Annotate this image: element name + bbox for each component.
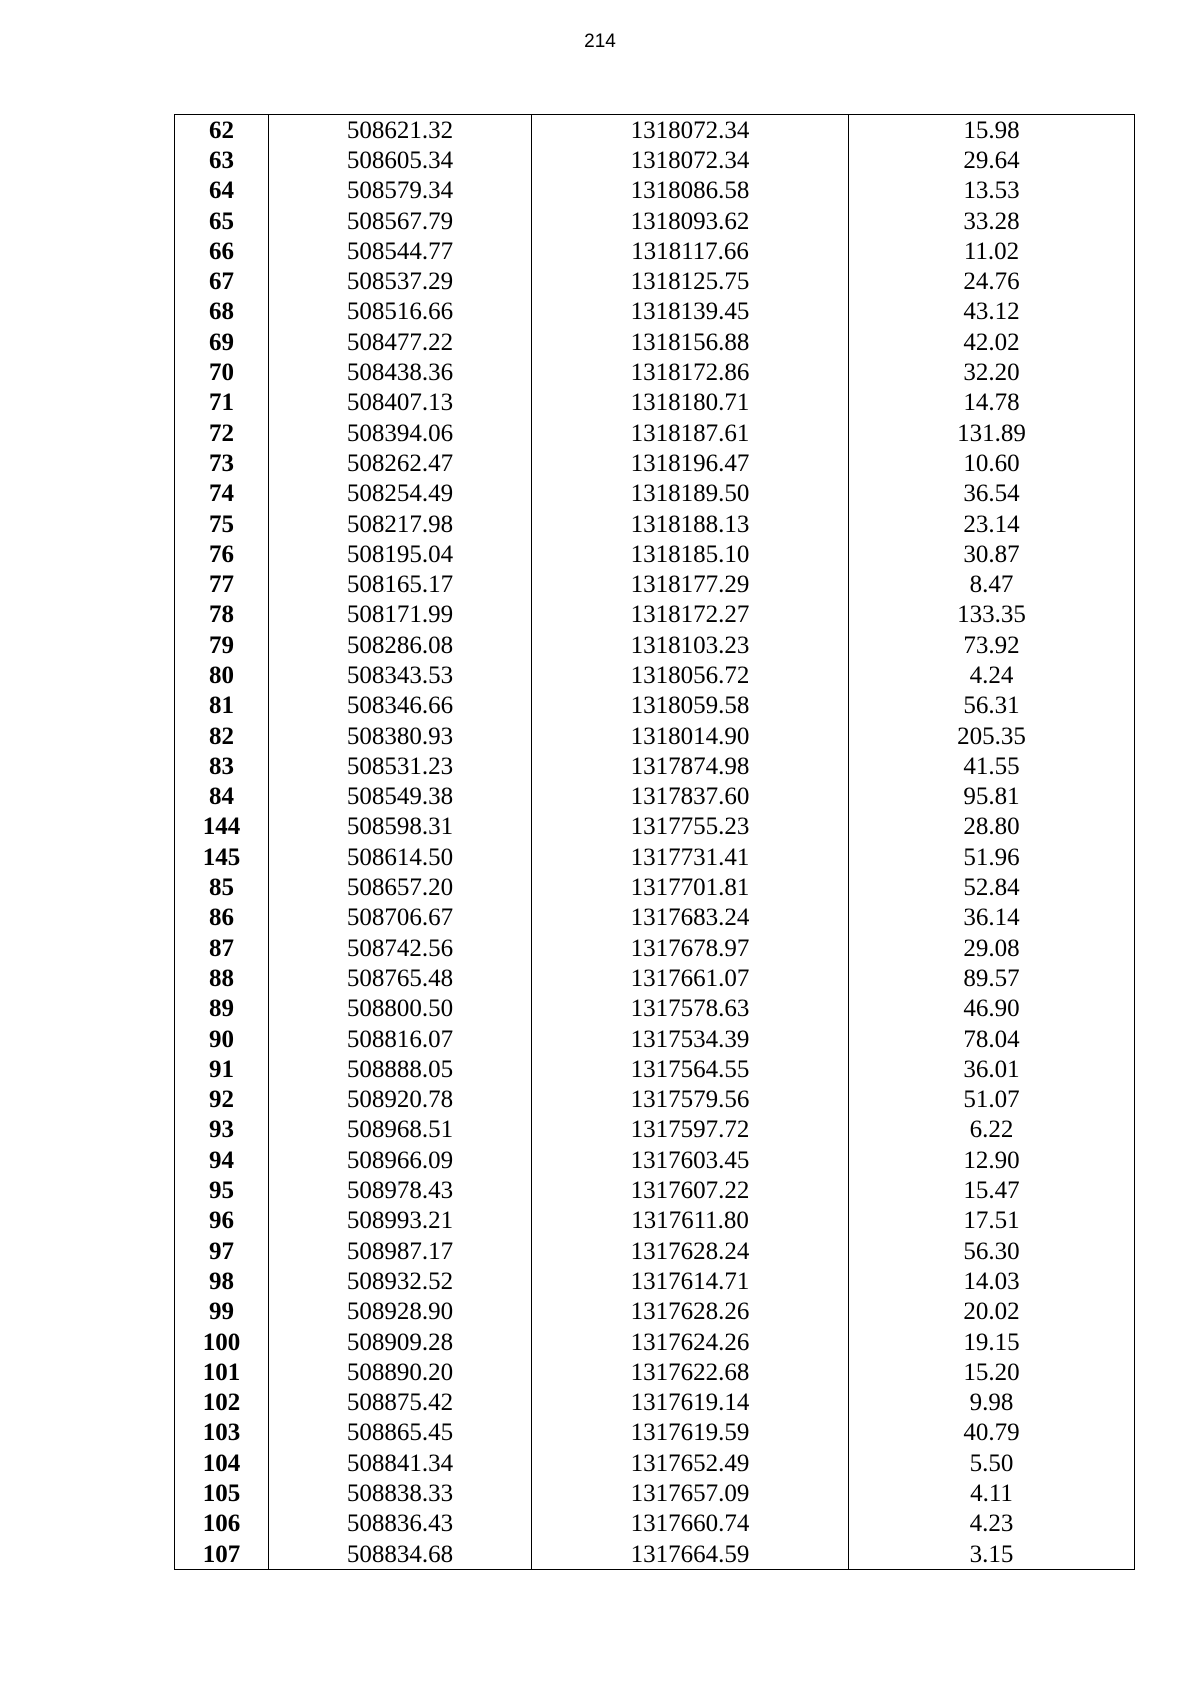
point-number-cell: 93 <box>175 1115 269 1145</box>
x-coordinate-cell: 508909.28 <box>269 1327 532 1357</box>
table-row <box>175 539 1135 569</box>
point-number-cell: 77 <box>175 569 269 599</box>
table-row <box>175 1236 1135 1266</box>
x-coordinate-cell: 508875.42 <box>269 1387 532 1417</box>
distance-cell: 11.02 <box>849 236 1135 266</box>
table-row <box>175 1387 1135 1417</box>
y-coordinate-cell: 1317701.81 <box>532 872 849 902</box>
y-coordinate-cell: 1318180.71 <box>532 388 849 418</box>
table-row <box>175 1206 1135 1236</box>
x-coordinate-cell: 508865.45 <box>269 1418 532 1448</box>
y-coordinate-cell: 1318072.34 <box>532 115 849 146</box>
distance-cell: 17.51 <box>849 1206 1135 1236</box>
y-coordinate-cell: 1317579.56 <box>532 1085 849 1115</box>
y-coordinate-cell: 1318185.10 <box>532 539 849 569</box>
point-number-cell: 80 <box>175 660 269 690</box>
point-number-cell: 101 <box>175 1357 269 1387</box>
point-number-cell: 96 <box>175 1206 269 1236</box>
point-number-cell: 65 <box>175 206 269 236</box>
distance-cell: 10.60 <box>849 448 1135 478</box>
y-coordinate-cell: 1318156.88 <box>532 327 849 357</box>
point-number-cell: 88 <box>175 963 269 993</box>
point-number-cell: 73 <box>175 448 269 478</box>
point-number-cell: 86 <box>175 903 269 933</box>
distance-cell: 36.14 <box>849 903 1135 933</box>
point-number-cell: 70 <box>175 357 269 387</box>
coordinates-table-body <box>175 115 1135 1570</box>
point-number-cell: 103 <box>175 1418 269 1448</box>
y-coordinate-cell: 1317678.97 <box>532 933 849 963</box>
table-row <box>175 903 1135 933</box>
x-coordinate-cell: 508816.07 <box>269 1024 532 1054</box>
x-coordinate-cell: 508262.47 <box>269 448 532 478</box>
y-coordinate-cell: 1318056.72 <box>532 660 849 690</box>
point-number-cell: 82 <box>175 721 269 751</box>
distance-cell: 9.98 <box>849 1387 1135 1417</box>
y-coordinate-cell: 1318177.29 <box>532 569 849 599</box>
point-number-cell: 67 <box>175 266 269 296</box>
x-coordinate-cell: 508928.90 <box>269 1297 532 1327</box>
x-coordinate-cell: 508888.05 <box>269 1054 532 1084</box>
table-row <box>175 1115 1135 1145</box>
y-coordinate-cell: 1318103.23 <box>532 630 849 660</box>
y-coordinate-cell: 1318072.34 <box>532 145 849 175</box>
x-coordinate-cell: 508838.33 <box>269 1478 532 1508</box>
distance-cell: 6.22 <box>849 1115 1135 1145</box>
table-row <box>175 1054 1135 1084</box>
table-row <box>175 782 1135 812</box>
point-number-cell: 71 <box>175 388 269 418</box>
x-coordinate-cell: 508765.48 <box>269 963 532 993</box>
y-coordinate-cell: 1317660.74 <box>532 1509 849 1539</box>
y-coordinate-cell: 1318086.58 <box>532 176 849 206</box>
y-coordinate-cell: 1317731.41 <box>532 842 849 872</box>
y-coordinate-cell: 1317614.71 <box>532 1266 849 1296</box>
x-coordinate-cell: 508544.77 <box>269 236 532 266</box>
y-coordinate-cell: 1318139.45 <box>532 297 849 327</box>
point-number-cell: 75 <box>175 509 269 539</box>
distance-cell: 133.35 <box>849 600 1135 630</box>
point-number-cell: 84 <box>175 782 269 812</box>
point-number-cell: 100 <box>175 1327 269 1357</box>
x-coordinate-cell: 508841.34 <box>269 1448 532 1478</box>
distance-cell: 205.35 <box>849 721 1135 751</box>
table-row <box>175 600 1135 630</box>
distance-cell: 8.47 <box>849 569 1135 599</box>
x-coordinate-cell: 508706.67 <box>269 903 532 933</box>
x-coordinate-cell: 508598.31 <box>269 812 532 842</box>
y-coordinate-cell: 1318125.75 <box>532 266 849 296</box>
y-coordinate-cell: 1318188.13 <box>532 509 849 539</box>
x-coordinate-cell: 508605.34 <box>269 145 532 175</box>
table-row <box>175 1327 1135 1357</box>
x-coordinate-cell: 508836.43 <box>269 1509 532 1539</box>
x-coordinate-cell: 508394.06 <box>269 418 532 448</box>
point-number-cell: 79 <box>175 630 269 660</box>
table-row <box>175 1145 1135 1175</box>
point-number-cell: 78 <box>175 600 269 630</box>
table-row <box>175 660 1135 690</box>
table-row <box>175 145 1135 175</box>
x-coordinate-cell: 508978.43 <box>269 1175 532 1205</box>
table-row <box>175 297 1135 327</box>
distance-cell: 40.79 <box>849 1418 1135 1448</box>
distance-cell: 4.23 <box>849 1509 1135 1539</box>
x-coordinate-cell: 508343.53 <box>269 660 532 690</box>
page-number: 214 <box>584 31 616 52</box>
y-coordinate-cell: 1317661.07 <box>532 963 849 993</box>
table-row <box>175 1297 1135 1327</box>
distance-cell: 43.12 <box>849 297 1135 327</box>
table-row <box>175 418 1135 448</box>
x-coordinate-cell: 508217.98 <box>269 509 532 539</box>
x-coordinate-cell: 508254.49 <box>269 479 532 509</box>
point-number-cell: 104 <box>175 1448 269 1478</box>
table-row <box>175 842 1135 872</box>
coordinates-table <box>174 114 1135 1570</box>
point-number-cell: 144 <box>175 812 269 842</box>
y-coordinate-cell: 1317624.26 <box>532 1327 849 1357</box>
point-number-cell: 68 <box>175 297 269 327</box>
distance-cell: 24.76 <box>849 266 1135 296</box>
table-row <box>175 812 1135 842</box>
point-number-cell: 102 <box>175 1387 269 1417</box>
y-coordinate-cell: 1318093.62 <box>532 206 849 236</box>
distance-cell: 51.96 <box>849 842 1135 872</box>
y-coordinate-cell: 1317534.39 <box>532 1024 849 1054</box>
point-number-cell: 105 <box>175 1478 269 1508</box>
distance-cell: 15.20 <box>849 1357 1135 1387</box>
table-row <box>175 569 1135 599</box>
table-row <box>175 872 1135 902</box>
x-coordinate-cell: 508742.56 <box>269 933 532 963</box>
point-number-cell: 81 <box>175 691 269 721</box>
table-row <box>175 479 1135 509</box>
table-row <box>175 721 1135 751</box>
y-coordinate-cell: 1317619.14 <box>532 1387 849 1417</box>
table-row <box>175 751 1135 781</box>
x-coordinate-cell: 508171.99 <box>269 600 532 630</box>
point-number-cell: 89 <box>175 994 269 1024</box>
point-number-cell: 64 <box>175 176 269 206</box>
table-row <box>175 963 1135 993</box>
x-coordinate-cell: 508932.52 <box>269 1266 532 1296</box>
y-coordinate-cell: 1317657.09 <box>532 1478 849 1508</box>
distance-cell: 5.50 <box>849 1448 1135 1478</box>
distance-cell: 23.14 <box>849 509 1135 539</box>
distance-cell: 19.15 <box>849 1327 1135 1357</box>
x-coordinate-cell: 508567.79 <box>269 206 532 236</box>
distance-cell: 15.98 <box>849 115 1135 146</box>
distance-cell: 89.57 <box>849 963 1135 993</box>
table-row <box>175 327 1135 357</box>
x-coordinate-cell: 508966.09 <box>269 1145 532 1175</box>
point-number-cell: 99 <box>175 1297 269 1327</box>
distance-cell: 36.54 <box>849 479 1135 509</box>
table-row <box>175 357 1135 387</box>
x-coordinate-cell: 508286.08 <box>269 630 532 660</box>
y-coordinate-cell: 1317597.72 <box>532 1115 849 1145</box>
y-coordinate-cell: 1318189.50 <box>532 479 849 509</box>
point-number-cell: 62 <box>175 115 269 146</box>
point-number-cell: 63 <box>175 145 269 175</box>
y-coordinate-cell: 1317755.23 <box>532 812 849 842</box>
x-coordinate-cell: 508346.66 <box>269 691 532 721</box>
point-number-cell: 83 <box>175 751 269 781</box>
point-number-cell: 87 <box>175 933 269 963</box>
y-coordinate-cell: 1317619.59 <box>532 1418 849 1448</box>
table-row <box>175 1509 1135 1539</box>
distance-cell: 42.02 <box>849 327 1135 357</box>
distance-cell: 36.01 <box>849 1054 1135 1084</box>
distance-cell: 4.24 <box>849 660 1135 690</box>
y-coordinate-cell: 1318117.66 <box>532 236 849 266</box>
table-row <box>175 509 1135 539</box>
table-row <box>175 933 1135 963</box>
x-coordinate-cell: 508579.34 <box>269 176 532 206</box>
table-row <box>175 1266 1135 1296</box>
point-number-cell: 85 <box>175 872 269 902</box>
table-row <box>175 236 1135 266</box>
point-number-cell: 76 <box>175 539 269 569</box>
table-row <box>175 691 1135 721</box>
y-coordinate-cell: 1317837.60 <box>532 782 849 812</box>
point-number-cell: 97 <box>175 1236 269 1266</box>
point-number-cell: 72 <box>175 418 269 448</box>
y-coordinate-cell: 1317603.45 <box>532 1145 849 1175</box>
x-coordinate-cell: 508621.32 <box>269 115 532 146</box>
y-coordinate-cell: 1318172.86 <box>532 357 849 387</box>
table-row <box>175 266 1135 296</box>
distance-cell: 15.47 <box>849 1175 1135 1205</box>
y-coordinate-cell: 1317607.22 <box>532 1175 849 1205</box>
distance-cell: 14.03 <box>849 1266 1135 1296</box>
table-row <box>175 1024 1135 1054</box>
distance-cell: 51.07 <box>849 1085 1135 1115</box>
x-coordinate-cell: 508993.21 <box>269 1206 532 1236</box>
x-coordinate-cell: 508165.17 <box>269 569 532 599</box>
point-number-cell: 107 <box>175 1539 269 1570</box>
distance-cell: 78.04 <box>849 1024 1135 1054</box>
point-number-cell: 94 <box>175 1145 269 1175</box>
y-coordinate-cell: 1317874.98 <box>532 751 849 781</box>
distance-cell: 73.92 <box>849 630 1135 660</box>
distance-cell: 28.80 <box>849 812 1135 842</box>
table-row <box>175 630 1135 660</box>
x-coordinate-cell: 508380.93 <box>269 721 532 751</box>
table-row <box>175 1448 1135 1478</box>
x-coordinate-cell: 508834.68 <box>269 1539 532 1570</box>
point-number-cell: 90 <box>175 1024 269 1054</box>
distance-cell: 13.53 <box>849 176 1135 206</box>
point-number-cell: 95 <box>175 1175 269 1205</box>
distance-cell: 32.20 <box>849 357 1135 387</box>
point-number-cell: 145 <box>175 842 269 872</box>
y-coordinate-cell: 1317611.80 <box>532 1206 849 1236</box>
x-coordinate-cell: 508987.17 <box>269 1236 532 1266</box>
distance-cell: 20.02 <box>849 1297 1135 1327</box>
point-number-cell: 66 <box>175 236 269 266</box>
x-coordinate-cell: 508549.38 <box>269 782 532 812</box>
distance-cell: 56.30 <box>849 1236 1135 1266</box>
x-coordinate-cell: 508800.50 <box>269 994 532 1024</box>
distance-cell: 12.90 <box>849 1145 1135 1175</box>
distance-cell: 29.64 <box>849 145 1135 175</box>
x-coordinate-cell: 508531.23 <box>269 751 532 781</box>
x-coordinate-cell: 508920.78 <box>269 1085 532 1115</box>
y-coordinate-cell: 1317683.24 <box>532 903 849 933</box>
y-coordinate-cell: 1317628.26 <box>532 1297 849 1327</box>
table-row <box>175 1357 1135 1387</box>
distance-cell: 14.78 <box>849 388 1135 418</box>
y-coordinate-cell: 1318187.61 <box>532 418 849 448</box>
y-coordinate-cell: 1317578.63 <box>532 994 849 1024</box>
y-coordinate-cell: 1318196.47 <box>532 448 849 478</box>
x-coordinate-cell: 508614.50 <box>269 842 532 872</box>
y-coordinate-cell: 1318059.58 <box>532 691 849 721</box>
distance-cell: 30.87 <box>849 539 1135 569</box>
x-coordinate-cell: 508438.36 <box>269 357 532 387</box>
x-coordinate-cell: 508537.29 <box>269 266 532 296</box>
y-coordinate-cell: 1318014.90 <box>532 721 849 751</box>
distance-cell: 95.81 <box>849 782 1135 812</box>
x-coordinate-cell: 508195.04 <box>269 539 532 569</box>
distance-cell: 41.55 <box>849 751 1135 781</box>
table-row <box>175 1418 1135 1448</box>
x-coordinate-cell: 508407.13 <box>269 388 532 418</box>
x-coordinate-cell: 508968.51 <box>269 1115 532 1145</box>
point-number-cell: 91 <box>175 1054 269 1084</box>
distance-cell: 29.08 <box>849 933 1135 963</box>
distance-cell: 56.31 <box>849 691 1135 721</box>
distance-cell: 4.11 <box>849 1478 1135 1508</box>
point-number-cell: 106 <box>175 1509 269 1539</box>
table-row <box>175 176 1135 206</box>
x-coordinate-cell: 508516.66 <box>269 297 532 327</box>
x-coordinate-cell: 508657.20 <box>269 872 532 902</box>
y-coordinate-cell: 1317564.55 <box>532 1054 849 1084</box>
table-row <box>175 388 1135 418</box>
table-row <box>175 448 1135 478</box>
point-number-cell: 98 <box>175 1266 269 1296</box>
distance-cell: 46.90 <box>849 994 1135 1024</box>
table-row <box>175 1085 1135 1115</box>
table-row <box>175 994 1135 1024</box>
table-row <box>175 115 1135 146</box>
table-row <box>175 1478 1135 1508</box>
y-coordinate-cell: 1317622.68 <box>532 1357 849 1387</box>
point-number-cell: 69 <box>175 327 269 357</box>
table-row <box>175 1175 1135 1205</box>
point-number-cell: 92 <box>175 1085 269 1115</box>
table-row <box>175 206 1135 236</box>
y-coordinate-cell: 1318172.27 <box>532 600 849 630</box>
distance-cell: 33.28 <box>849 206 1135 236</box>
distance-cell: 3.15 <box>849 1539 1135 1570</box>
y-coordinate-cell: 1317664.59 <box>532 1539 849 1570</box>
table-row <box>175 1539 1135 1570</box>
distance-cell: 52.84 <box>849 872 1135 902</box>
x-coordinate-cell: 508890.20 <box>269 1357 532 1387</box>
x-coordinate-cell: 508477.22 <box>269 327 532 357</box>
distance-cell: 131.89 <box>849 418 1135 448</box>
y-coordinate-cell: 1317628.24 <box>532 1236 849 1266</box>
y-coordinate-cell: 1317652.49 <box>532 1448 849 1478</box>
point-number-cell: 74 <box>175 479 269 509</box>
